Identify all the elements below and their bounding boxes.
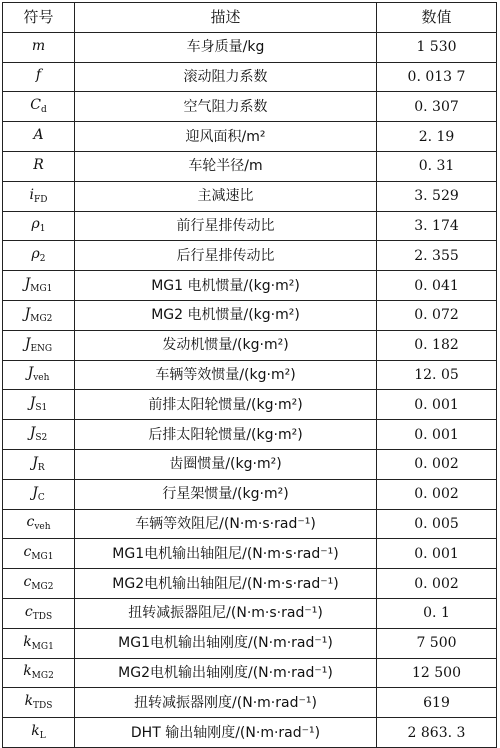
table-row bbox=[3, 122, 497, 152]
symbol-cell bbox=[3, 688, 75, 718]
symbol-letter: A bbox=[33, 127, 44, 144]
value-cell: 619 bbox=[377, 688, 497, 718]
table-row bbox=[3, 598, 497, 628]
table-row bbox=[3, 271, 497, 301]
description-cell: 主减速比 bbox=[75, 181, 377, 211]
table-row bbox=[3, 420, 497, 450]
table-body bbox=[3, 32, 497, 747]
symbol-subscript: MG2 bbox=[31, 671, 54, 682]
symbol-cell bbox=[3, 92, 75, 122]
symbol-subscript: TDS bbox=[32, 611, 53, 622]
value-cell: 0. 001 bbox=[377, 539, 497, 569]
description-cell: 发动机惯量/(kg·m²) bbox=[75, 330, 377, 360]
value-cell: 2. 19 bbox=[377, 122, 497, 152]
symbol-letter: J bbox=[29, 425, 36, 442]
header-row bbox=[3, 3, 497, 33]
table-row bbox=[3, 658, 497, 688]
symbol-letter: c bbox=[24, 603, 33, 620]
symbol-letter: f bbox=[35, 67, 42, 84]
description-cell: 车辆等效惯量/(kg·m²) bbox=[75, 360, 377, 390]
symbol-subscript: S2 bbox=[35, 433, 48, 444]
symbol-letter: ρ bbox=[31, 246, 40, 263]
symbol-cell bbox=[3, 241, 75, 271]
description-cell: 车身质量/kg bbox=[75, 32, 377, 62]
value-cell: 2. 355 bbox=[377, 241, 497, 271]
symbol-letter: k bbox=[31, 723, 40, 740]
description-cell: 扭转减振器刚度/(N·m·rad⁻¹) bbox=[75, 688, 377, 718]
symbol-subscript: ENG bbox=[30, 343, 53, 354]
header-value: 数值 bbox=[377, 3, 497, 33]
value-cell: 0. 002 bbox=[377, 569, 497, 599]
table-row bbox=[3, 330, 497, 360]
symbol-subscript: L bbox=[39, 731, 46, 742]
symbol-subscript: R bbox=[37, 462, 45, 473]
symbol-letter: C bbox=[30, 97, 41, 114]
symbol-cell bbox=[3, 509, 75, 539]
description-cell: 车辆等效阻尼/(N·m·s·rad⁻¹) bbox=[75, 509, 377, 539]
table-row bbox=[3, 569, 497, 599]
value-cell: 7 500 bbox=[377, 628, 497, 658]
symbol-subscript: veh bbox=[33, 373, 50, 384]
symbol-cell bbox=[3, 151, 75, 181]
description-cell: 后行星排传动比 bbox=[75, 241, 377, 271]
value-cell: 0. 31 bbox=[377, 151, 497, 181]
description-cell: MG2电机输出轴阻尼/(N·m·s·rad⁻¹) bbox=[75, 569, 377, 599]
table-row bbox=[3, 718, 497, 748]
symbol-cell bbox=[3, 539, 75, 569]
symbol-cell bbox=[3, 569, 75, 599]
value-cell: 0. 002 bbox=[377, 479, 497, 509]
symbol-letter: J bbox=[29, 395, 36, 412]
description-cell: 前排太阳轮惯量/(kg·m²) bbox=[75, 390, 377, 420]
description-cell: 迎风面积/m² bbox=[75, 122, 377, 152]
description-cell: 后排太阳轮惯量/(kg·m²) bbox=[75, 420, 377, 450]
symbol-cell bbox=[3, 360, 75, 390]
symbol-cell bbox=[3, 479, 75, 509]
description-cell: 行星架惯量/(kg·m²) bbox=[75, 479, 377, 509]
table-row bbox=[3, 360, 497, 390]
symbol-cell bbox=[3, 718, 75, 748]
symbol-cell bbox=[3, 330, 75, 360]
symbol-letter: J bbox=[24, 276, 31, 293]
value-cell: 0. 002 bbox=[377, 449, 497, 479]
description-cell: MG1电机输出轴刚度/(N·m·rad⁻¹) bbox=[75, 628, 377, 658]
symbol-subscript: S1 bbox=[35, 403, 48, 414]
symbol-letter: ρ bbox=[31, 216, 40, 233]
value-cell: 0. 001 bbox=[377, 390, 497, 420]
table-row bbox=[3, 539, 497, 569]
value-cell: 0. 013 7 bbox=[377, 62, 497, 92]
symbol-subscript: MG2 bbox=[30, 313, 53, 324]
symbol-cell bbox=[3, 211, 75, 241]
table-row bbox=[3, 62, 497, 92]
value-cell: 12. 05 bbox=[377, 360, 497, 390]
symbol-cell bbox=[3, 300, 75, 330]
symbol-cell bbox=[3, 32, 75, 62]
symbol-subscript: FD bbox=[34, 194, 48, 205]
symbol-letter: k bbox=[23, 663, 32, 680]
table-row bbox=[3, 628, 497, 658]
table-row bbox=[3, 300, 497, 330]
value-cell: 0. 041 bbox=[377, 271, 497, 301]
symbol-letter: J bbox=[32, 484, 38, 501]
symbol-subscript: TDS bbox=[33, 701, 53, 712]
symbol-letter: i bbox=[29, 186, 34, 203]
value-cell: 0. 182 bbox=[377, 330, 497, 360]
symbol-cell bbox=[3, 420, 75, 450]
description-cell: MG2电机输出轴刚度/(N·m·rad⁻¹) bbox=[75, 658, 377, 688]
table-row bbox=[3, 151, 497, 181]
table-row bbox=[3, 211, 497, 241]
table-row bbox=[3, 449, 497, 479]
symbol-subscript: veh bbox=[34, 522, 51, 533]
symbol-letter: k bbox=[24, 693, 34, 710]
symbol-cell bbox=[3, 449, 75, 479]
symbol-subscript: 2 bbox=[39, 254, 46, 265]
value-cell: 1 530 bbox=[377, 32, 497, 62]
symbol-letter: J bbox=[32, 454, 38, 471]
symbol-subscript: C bbox=[37, 492, 45, 503]
symbol-subscript: d bbox=[40, 105, 47, 116]
description-cell: MG2 电机惯量/(kg·m²) bbox=[75, 300, 377, 330]
symbol-subscript: 1 bbox=[39, 224, 46, 235]
table-row bbox=[3, 32, 497, 62]
symbol-cell bbox=[3, 628, 75, 658]
description-cell: MG1 电机惯量/(kg·m²) bbox=[75, 271, 377, 301]
symbol-letter: c bbox=[23, 574, 32, 591]
symbol-cell bbox=[3, 271, 75, 301]
symbol-cell bbox=[3, 390, 75, 420]
header-symbol: 符号 bbox=[3, 3, 75, 33]
table-row bbox=[3, 181, 497, 211]
table-row bbox=[3, 479, 497, 509]
description-cell: DHT 输出轴刚度/(N·m·rad⁻¹) bbox=[75, 718, 377, 748]
value-cell: 0. 005 bbox=[377, 509, 497, 539]
table-row bbox=[3, 688, 497, 718]
description-cell: MG1电机输出轴阻尼/(N·m·s·rad⁻¹) bbox=[75, 539, 377, 569]
symbol-cell bbox=[3, 658, 75, 688]
symbol-subscript: MG2 bbox=[31, 582, 54, 593]
symbol-letter: c bbox=[23, 544, 32, 561]
symbol-letter: R bbox=[33, 156, 44, 173]
symbol-subscript: MG1 bbox=[31, 552, 54, 563]
symbol-letter: J bbox=[24, 305, 31, 322]
value-cell: 0. 072 bbox=[377, 300, 497, 330]
symbol-cell bbox=[3, 62, 75, 92]
description-cell: 齿圈惯量/(kg·m²) bbox=[75, 449, 377, 479]
description-cell: 扭转减振器阻尼/(N·m·s·rad⁻¹) bbox=[75, 598, 377, 628]
symbol-letter: m bbox=[31, 37, 46, 54]
table-row bbox=[3, 509, 497, 539]
value-cell: 3. 529 bbox=[377, 181, 497, 211]
symbol-letter: c bbox=[26, 514, 35, 531]
value-cell: 3. 174 bbox=[377, 211, 497, 241]
value-cell: 12 500 bbox=[377, 658, 497, 688]
description-cell: 滚动阻力系数 bbox=[75, 62, 377, 92]
table-row bbox=[3, 390, 497, 420]
description-cell: 车轮半径/m bbox=[75, 151, 377, 181]
table-row bbox=[3, 92, 497, 122]
header-description: 描述 bbox=[75, 3, 377, 33]
symbol-cell bbox=[3, 181, 75, 211]
parameter-table bbox=[2, 2, 497, 748]
value-cell: 0. 001 bbox=[377, 420, 497, 450]
value-cell: 0. 1 bbox=[377, 598, 497, 628]
symbol-cell bbox=[3, 598, 75, 628]
description-cell: 前行星排传动比 bbox=[75, 211, 377, 241]
table-row bbox=[3, 241, 497, 271]
symbol-letter: J bbox=[27, 365, 34, 382]
symbol-subscript: MG1 bbox=[31, 641, 54, 652]
symbol-letter: J bbox=[24, 335, 31, 352]
symbol-cell bbox=[3, 122, 75, 152]
description-cell: 空气阻力系数 bbox=[75, 92, 377, 122]
value-cell: 2 863. 3 bbox=[377, 718, 497, 748]
symbol-letter: k bbox=[23, 633, 32, 650]
value-cell: 0. 307 bbox=[377, 92, 497, 122]
symbol-subscript: MG1 bbox=[30, 284, 53, 295]
